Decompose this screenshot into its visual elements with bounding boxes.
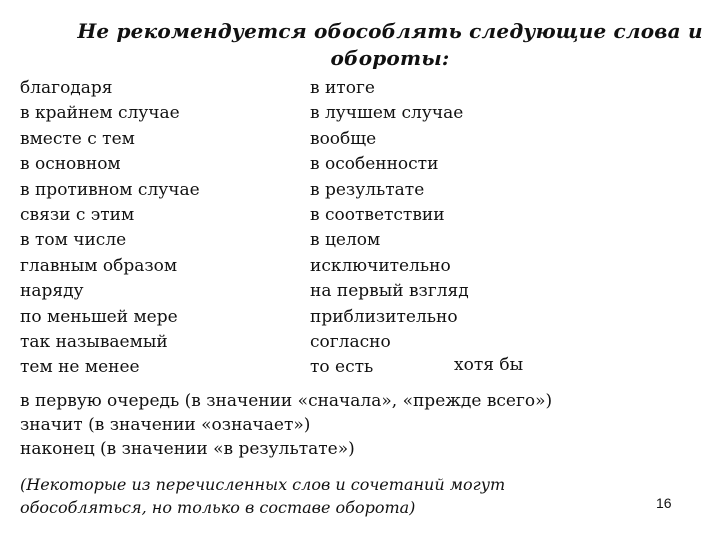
- list-item: в лучшем случае: [310, 103, 464, 124]
- list-item: благодаря: [20, 78, 113, 98]
- list-item: в основном: [20, 154, 121, 175]
- footnote-line-2: обособляться, но только в составе оборота): [20, 498, 416, 517]
- list-item: вместе с тем: [20, 128, 135, 149]
- list-item: в целом: [310, 230, 381, 251]
- list-item: исключительно: [310, 255, 451, 276]
- title-line-1: Не рекомендуется обособлять следующие слова и: [77, 19, 703, 43]
- list-item: в противном случае: [20, 179, 200, 200]
- list-item: в результате: [310, 179, 425, 200]
- list-item: по меньшей мере: [20, 306, 178, 327]
- list-item: наконец (в значении «в результате»): [20, 439, 355, 459]
- list-item: вообще: [310, 128, 377, 149]
- list-item: так называемый: [20, 332, 168, 353]
- conditional-word-list: [20, 389, 552, 461]
- list-item: значит (в значении «означает»): [20, 415, 311, 435]
- title-line-2: обороты:: [330, 46, 450, 70]
- footnote-line-1: (Некоторые из перечисленных слов и сочетаний могут: [20, 475, 506, 494]
- slide-title: [60, 18, 720, 72]
- list-item: то есть: [310, 357, 374, 378]
- footnote: [20, 473, 620, 519]
- list-item: в том числе: [20, 230, 127, 251]
- page-number: 16: [656, 495, 672, 511]
- right-word-list: [310, 76, 469, 381]
- list-item: согласно: [310, 332, 391, 353]
- list-item: связи с этим: [20, 205, 135, 226]
- list-item: в особенности: [310, 154, 439, 175]
- list-item: в крайнем случае: [20, 103, 180, 124]
- list-item: в соответствии: [310, 205, 445, 226]
- left-word-list: [20, 76, 200, 381]
- list-item: в итоге: [310, 78, 375, 98]
- list-item: тем не менее: [20, 357, 140, 378]
- list-item: наряду: [20, 281, 84, 302]
- list-item-inline-extra: хотя бы: [454, 355, 524, 375]
- list-item: главным образом: [20, 255, 178, 276]
- list-item: в первую очередь (в значении «сначала», «прежде всего»): [20, 391, 553, 411]
- list-item: приблизительно: [310, 306, 458, 327]
- list-item: на первый взгляд: [310, 281, 469, 302]
